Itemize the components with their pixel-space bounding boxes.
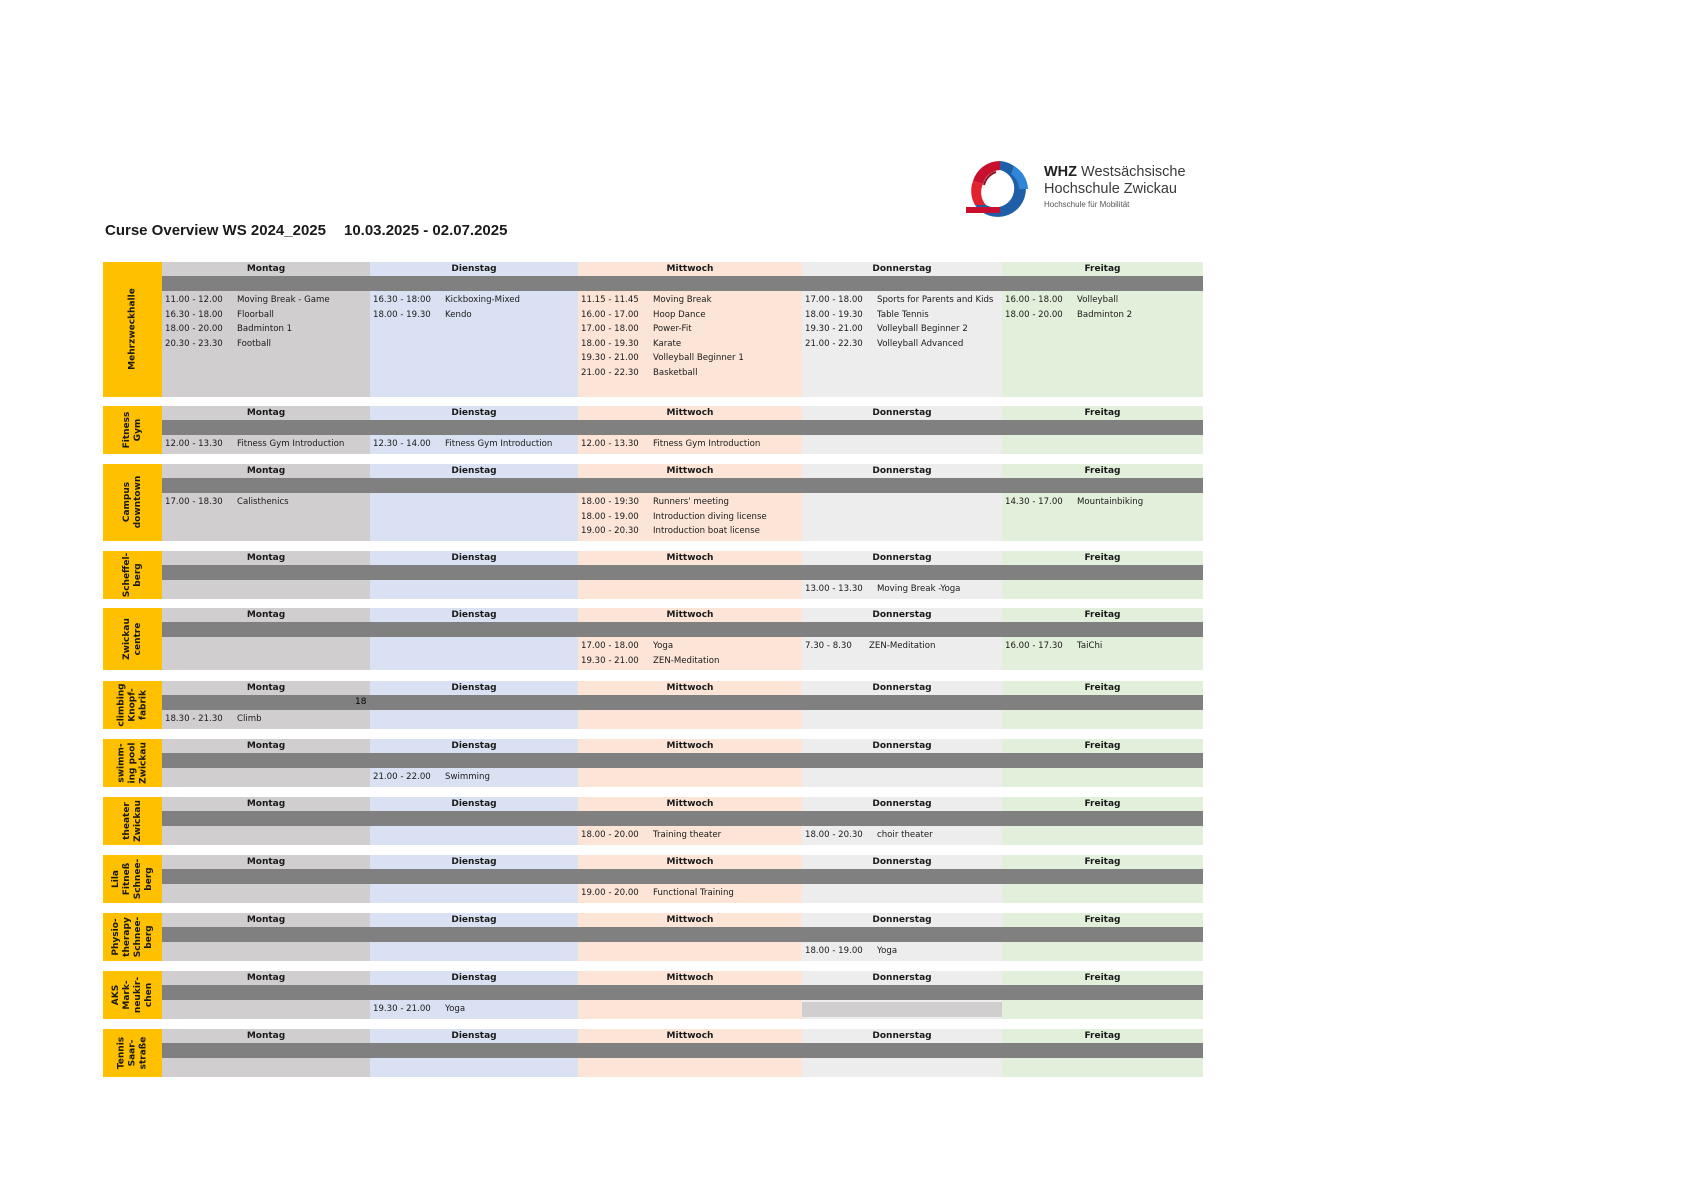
separator-bar [162,811,1203,826]
course-time: 18.00 - 20.00 [1005,309,1063,320]
course-time: 19.00 - 20.00 [581,888,639,898]
location-cell [103,681,162,729]
whz-logo [964,158,1204,220]
course-time: 16.00 - 18.00 [1005,295,1063,305]
day-header: Freitag [1084,264,1121,274]
day-header: Donnerstag [872,408,932,418]
location-block [103,464,1203,541]
day-header: Montag [246,553,286,563]
course-entry [581,351,802,366]
course-name: Basketball [653,367,698,378]
day-header: Freitag [1084,683,1121,693]
separator-bar [162,869,1203,884]
day-header: Freitag [1084,857,1121,867]
day-header: Mittwoch [666,741,714,751]
day-column-mittwoch [578,608,802,670]
course-time: 16.30 - 18.00 [165,309,223,320]
course-name: Badminton 2 [1077,309,1133,320]
location-cell [103,406,162,454]
location-label: climbing Knopf- fabrik [116,683,148,727]
course-time: 21.00 - 22.30 [805,338,863,349]
course-name: Fitness Gym Introduction [237,439,345,449]
course-name: Badminton 1 [237,324,293,334]
day-header: Montag [246,1031,286,1041]
course-time: 18.00 - 19:30 [581,497,639,507]
day-header: Dienstag [451,610,497,620]
course-time: 12.30 - 14.00 [373,439,431,449]
course-time: 16.00 - 17.00 [581,309,639,320]
day-column-dienstag [370,464,578,541]
day-header: Dienstag [451,683,497,693]
course-name: Functional Training [653,888,734,898]
day-header: Donnerstag [872,553,932,563]
course-time: 12.00 - 13.30 [165,439,223,449]
day-column-donnerstag [802,464,1002,541]
course-name: Volleyball Advanced [877,338,964,349]
day-header: Freitag [1084,915,1121,925]
separator-bar [162,985,1203,1000]
day-header: Mittwoch [666,408,714,418]
location-block [103,681,1203,729]
course-time: 19.30 - 21.00 [581,655,639,666]
logo-line1: Westsächsische [1081,164,1186,180]
day-header: Mittwoch [666,799,714,809]
location-block [103,262,1203,397]
course-name: Floorball [237,309,274,320]
day-header: Mittwoch [666,857,714,867]
day-header: Mittwoch [666,264,714,274]
location-cell [103,971,162,1019]
day-header: Dienstag [451,741,497,751]
day-header: Montag [246,741,286,751]
course-name: Introduction boat license [653,526,760,536]
course-name: ZEN-Meditation [869,641,936,651]
course-entry [805,293,1002,308]
course-name: Karate [653,338,682,349]
course-name: ZEN-Meditation [653,655,720,666]
location-label: Fitness Gym [121,411,143,449]
course-time: 11.15 - 11.45 [581,295,639,305]
bar-text: 18 [355,697,367,707]
location-label: Tennis Saar- straße [116,1036,148,1070]
course-time: 18.00 - 20.30 [805,830,863,840]
course-entry [581,639,802,654]
location-cell [103,551,162,599]
course-entry [373,293,578,308]
course-entry [805,639,1002,654]
separator-bar [162,622,1203,637]
course-entry [581,654,802,669]
course-entry [373,437,578,452]
page-title [105,222,507,239]
whz-logo-mark-icon [964,158,1036,220]
location-cell [103,913,162,961]
course-entry [1005,495,1203,510]
course-entry [165,712,370,727]
course-entry [581,366,802,381]
location-cell [103,464,162,541]
course-name: Introduction diving license [653,511,767,522]
course-name: Hoop Dance [653,309,706,320]
location-label: Zwickau centre [121,618,143,660]
course-time: 16.30 - 18:00 [373,295,431,305]
day-header: Mittwoch [666,915,714,925]
course-name: Calisthenics [237,497,289,507]
day-header: Dienstag [451,799,497,809]
location-block [103,797,1203,845]
day-header: Mittwoch [666,973,714,983]
location-block [103,913,1203,961]
course-name: Power-Fit [653,324,692,334]
location-label: Campus downtown [121,475,143,529]
day-header: Dienstag [451,408,497,418]
course-entry [165,322,370,337]
location-block [103,551,1203,599]
location-cell [103,855,162,903]
day-header: Mittwoch [666,466,714,476]
course-entry [805,582,1002,597]
course-time: 17.00 - 18.00 [581,324,639,334]
day-header: Donnerstag [872,973,932,983]
day-header: Montag [246,264,286,274]
course-entry [805,944,1002,959]
location-cell [103,797,162,845]
day-header: Freitag [1084,973,1121,983]
course-entry [165,308,370,323]
day-header: Donnerstag [872,683,932,693]
course-name: Fitness Gym Introduction [653,439,761,449]
course-name: Table Tennis [877,309,929,320]
day-column-dienstag [370,608,578,670]
course-time: 12.00 - 13.30 [581,439,639,449]
location-label: theater Zwickau [121,799,143,842]
course-name: Yoga [877,946,898,956]
location-cell [103,608,162,670]
course-name: Kickboxing-Mixed [445,295,521,305]
separator-bar [162,420,1203,435]
course-entry [1005,308,1203,323]
course-name: Yoga [445,1004,466,1014]
day-header: Freitag [1084,466,1121,476]
location-label: Physio- therapy Schnee- berg [110,916,154,958]
day-header: Donnerstag [872,466,932,476]
separator-bar [162,276,1203,291]
day-header: Dienstag [451,1031,497,1041]
location-block [103,406,1203,454]
course-time: 14.30 - 17.00 [1005,497,1063,507]
day-column-freitag [1002,464,1203,541]
day-header: Freitag [1084,553,1121,563]
day-header: Donnerstag [872,741,932,751]
course-time: 18.00 - 20.00 [581,830,639,840]
course-entry [165,495,370,510]
day-header: Freitag [1084,408,1121,418]
course-name: Yoga [653,641,674,651]
day-header: Donnerstag [872,1031,932,1041]
course-entry [581,524,802,539]
location-label: Lila Fitneß Schnee- berg [110,858,154,900]
course-name: Volleyball [1077,295,1119,305]
course-time: 7.30 - 8.30 [805,641,852,651]
course-entry [581,308,802,323]
course-entry [581,322,802,337]
course-time: 19.30 - 21.00 [373,1004,431,1014]
location-cell [103,739,162,787]
course-name: Runners' meeting [653,497,729,507]
day-header: Montag [246,915,286,925]
day-column-montag [162,608,370,670]
course-entry [581,337,802,352]
course-time: 21.00 - 22.30 [581,367,639,378]
day-header: Donnerstag [872,857,932,867]
day-header: Dienstag [451,553,497,563]
course-time: 17.00 - 18.30 [165,497,223,507]
course-time: 19.00 - 20.30 [581,526,639,536]
location-block [103,1029,1203,1077]
course-name: Moving Break - Game [237,295,330,305]
course-entry [805,308,1002,323]
title-main: Curse Overview WS 2024_2025 [105,222,326,239]
location-block [103,855,1203,903]
course-time: 18.00 - 19.30 [805,309,863,320]
course-name: choir theater [877,830,933,840]
day-header: Donnerstag [872,610,932,620]
course-entry [581,886,802,901]
course-name: Moving Break -Yoga [877,584,961,594]
course-entry [581,495,802,510]
course-entry [581,437,802,452]
course-entry [805,337,1002,352]
day-header: Dienstag [451,466,497,476]
course-time: 11.00 - 12.00 [165,295,223,305]
course-name: Mountainbiking [1077,497,1144,507]
day-header: Freitag [1084,799,1121,809]
course-name: Football [237,338,272,349]
day-header: Montag [246,466,286,476]
day-header: Freitag [1084,610,1121,620]
course-entry [373,308,578,323]
course-entry [581,510,802,525]
course-name: TaiChi [1077,641,1103,651]
course-name: Kendo [445,309,472,320]
course-time: 13.00 - 13.30 [805,584,863,594]
location-block [103,608,1203,670]
separator-bar [162,478,1203,493]
logo-line2: Hochschule Zwickau [1044,181,1177,197]
course-name: Fitness Gym Introduction [445,439,553,449]
location-block [103,739,1203,787]
logo-line3: Hochschule für Mobilität [1044,200,1130,209]
day-header: Montag [246,799,286,809]
separator-bar [162,927,1203,942]
course-name: Sports for Parents and Kids [877,295,994,305]
course-name: Swimming [445,772,490,782]
course-time: 18.00 - 20.00 [165,324,223,334]
course-time: 16.00 - 17.30 [1005,641,1063,651]
day-column-montag [162,464,370,541]
course-entry [165,293,370,308]
day-header: Dienstag [451,264,497,274]
course-time: 18.00 - 19.00 [805,946,863,956]
day-column-freitag [1002,608,1203,670]
day-header: Donnerstag [872,264,932,274]
day-column-mittwoch [578,464,802,541]
title-dates: 10.03.2025 - 02.07.2025 [343,222,508,239]
separator-bar [162,753,1203,768]
location-label: Mehrzweckhalle [127,288,137,371]
course-time: 17.00 - 18.00 [581,641,639,651]
location-label: swimm- ing pool Zwickau [116,741,148,784]
course-time: 17.00 - 18.00 [805,295,863,305]
location-cell [103,262,162,397]
day-header: Freitag [1084,741,1121,751]
course-entry [165,337,370,352]
day-header: Dienstag [451,973,497,983]
day-header: Montag [246,408,286,418]
course-time: 20.30 - 23.30 [165,338,223,349]
location-label: Scheffel- berg [121,552,143,598]
day-header: Mittwoch [666,1031,714,1041]
course-entry [581,293,802,308]
course-entry [581,828,802,843]
course-name: Moving Break [653,295,712,305]
day-header: Mittwoch [666,553,714,563]
location-cell [103,1029,162,1077]
course-entry [805,322,1002,337]
separator-bar [162,565,1203,580]
day-header: Mittwoch [666,610,714,620]
day-header: Donnerstag [872,915,932,925]
day-header: Dienstag [451,915,497,925]
course-entry [373,1002,578,1017]
course-entry [805,828,1002,843]
day-header: Mittwoch [666,683,714,693]
day-header: Montag [246,857,286,867]
course-time: 18.00 - 19.00 [581,511,639,522]
day-header: Montag [246,683,286,693]
course-entry [1005,639,1203,654]
course-entry [1005,293,1203,308]
day-header: Montag [246,973,286,983]
course-time: 18.00 - 19.30 [581,338,639,349]
day-header: Donnerstag [872,799,932,809]
course-entry [165,437,370,452]
shaded-cell [802,1002,1002,1017]
separator-bar [162,1043,1203,1058]
course-name: Volleyball Beginner 1 [653,353,744,363]
location-block [103,971,1203,1019]
location-label: AKS Mark- neukir- chen [110,976,154,1013]
course-time: 18.30 - 21.30 [165,714,223,724]
course-time: 18.00 - 19.30 [373,309,431,320]
separator-bar [162,695,1203,710]
day-header: Freitag [1084,1031,1121,1041]
course-entry [373,770,578,785]
course-time: 19.30 - 21.00 [805,324,863,334]
day-header: Dienstag [451,857,497,867]
course-name: Volleyball Beginner 2 [877,324,968,334]
day-column-donnerstag [802,608,1002,670]
course-name: Training theater [653,830,722,840]
course-time: 19.30 - 21.00 [581,353,639,363]
course-time: 21.00 - 22.00 [373,772,431,782]
day-header: Montag [246,610,286,620]
logo-abbr: WHZ [1044,164,1078,180]
course-name: Climb [237,714,262,724]
